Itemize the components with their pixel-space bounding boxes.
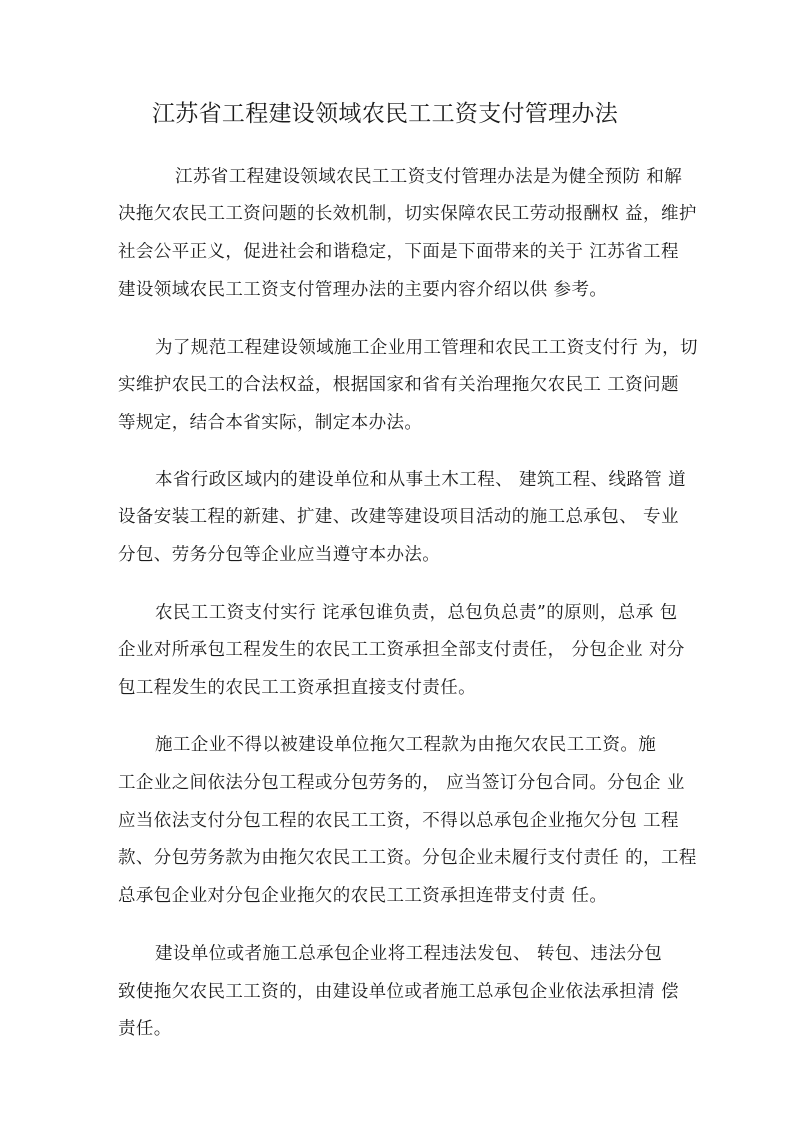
paragraph-line: 建设单位或者施工总承包企业将工程违法发包、 转包、违法分包 [155, 944, 663, 964]
paragraph-line: 建设领域农民工工资支付管理办法的主要内容介绍以供 参考。 [118, 280, 608, 300]
paragraph-line: 款、分包劳务款为由拖欠农民工工资。分包企业未履行支付责任 的，工程 [118, 848, 697, 868]
paragraph-line: 施工企业不得以被建设单位拖欠工程款为由拖欠农民工工资。施 [155, 735, 657, 755]
paragraph-line: 等规定，结合本省实际，制定本办法。 [118, 413, 423, 433]
paragraph-line: 工企业之间依法分包工程或分包劳务的， 应当签订分包合同。分包企 业 [118, 773, 685, 793]
paragraph-line: 社会公平正义，促进社会和谐稳定，下面是下面带来的关于 江苏省工程 [118, 242, 679, 262]
paragraph-line: 实维护农民工的合法权益，根据国家和省有关治理拖欠农民工 工资问题 [118, 375, 679, 395]
paragraph-line: 决拖欠农民工工资问题的长效机制，切实保障农民工劳动报酬权 益，维护 [118, 204, 697, 224]
paragraph-line: 为了规范工程建设领域施工企业用工管理和农民工工资支付行 为，切 [155, 338, 698, 358]
paragraph-line: 总承包企业对分包企业拖欠的农民工工资承担连带支付责 任。 [118, 886, 608, 906]
paragraph-line: 本省行政区域内的建设单位和从事土木工程、 建筑工程、线路管 道 [155, 470, 687, 490]
paragraph-line: 农民工工资支付实行 诧承包谁负责，总包负总责”的原则，总承 包 [155, 603, 678, 623]
document-title: 江苏省工程建设领域农民工工资支付管理办法 [152, 101, 618, 127]
paragraph-line: 致使拖欠农民工工资的，由建设单位或者施工总承包企业依法承担清 偿 [118, 982, 679, 1002]
paragraph-line: 责任。 [118, 1019, 172, 1039]
paragraph-line: 分包、劳务分包等企业应当遵守本办法。 [118, 545, 441, 565]
paragraph-line: 应当依法支付分包工程的农民工工资，不得以总承包企业拖欠分包 工程 [118, 811, 679, 831]
paragraph-line: 设备安装工程的新建、扩建、改建等建设项目活动的施工总承包、 专业 [118, 507, 679, 527]
paragraph-line: 企业对所承包工程发生的农民工工资承担全部支付责任， 分包企业 对分 [118, 640, 685, 660]
paragraph-line: 包工程发生的农民工工资承担直接支付责任。 [118, 678, 476, 698]
paragraph-line: 江苏省工程建设领域农民工工资支付管理办法是为健全预防 和解 [175, 167, 683, 187]
